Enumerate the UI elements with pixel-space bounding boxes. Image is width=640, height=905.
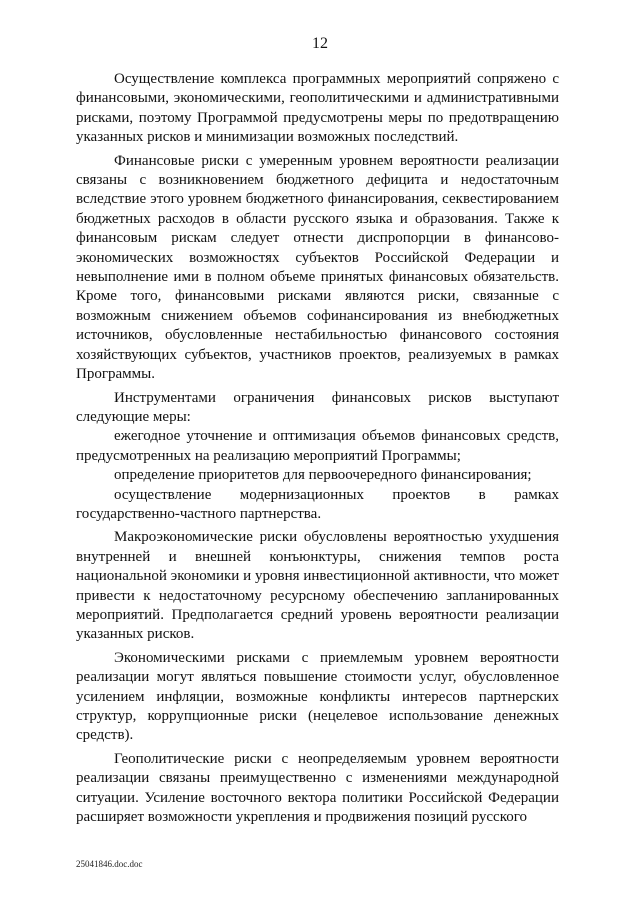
- list-item-priorities: определение приоритетов для первоочередного финансирования;: [114, 467, 532, 484]
- paragraph-macroeconomic-risks: Макроэкономические риски обусловлены вероятностью ухудшения внутренней и внешней конъюнктуры, снижения темпов роста национальной экономики и уровня инвестиционной активности, что может привести к недостаточному ресурсному обеспечению запланированных мероприятий. Предполагается средний уровень вероятности реализации указанных рисков.: [76, 529, 559, 643]
- document-body: [76, 70, 559, 831]
- list-item-annual-adjustment: ежегодное уточнение и оптимизация объемов финансовых средств, предусмотренных на реализацию мероприятий Программы;: [76, 428, 559, 464]
- footer-filename: 25041846.doc.doc: [76, 859, 143, 869]
- paragraph-economic-risks: Экономическими рисками с приемлемым уровнем вероятности реализации могут являться повышение стоимости услуг, обусловленное усилением инфляции, возможные конфликты интересов партнерских структур, коррупционные риски (нецелевое использование денежных средств).: [76, 649, 559, 744]
- page-number: 12: [312, 35, 328, 52]
- paragraph-geopolitical-risks: Геополитические риски с неопределяемым уровнем вероятности реализации связаны преимущественно с изменениями международной ситуации. Усиление восточного вектора политики Российской Федерации расширяет возможности укрепления и продвижения позиций русского: [76, 750, 559, 826]
- paragraph-intro: Осуществление комплекса программных мероприятий сопряжено с финансовыми, экономическими, геополитическими и административными рисками, поэтому Программой предусмотрены меры по предотвращению указанных рисков и минимизации возможных последствий.: [76, 71, 559, 146]
- list-item-modernization-projects: осуществление модернизационных проектов в рамках государственно-частного партнерства.: [76, 486, 559, 522]
- paragraph-financial-risks: Финансовые риски с умеренным уровнем вероятности реализации связаны с возникновением бюджетного дефицита и недостаточным вследствие этого уровнем бюджетного финансирования, секвестированием бюджетных расходов в области русского языка и образования. Также к финансовым рискам следует отнести диспропорции в финансово-экономических возможностях субъектов Российской Федерации и невыполнение ими в полном объеме принятых финансовых обязательств. Кроме того, финансовыми рисками являются риски, связанные с возможным снижением объемов софинансирования из внебюджетных источников, обусловленные нестабильностью финансового состояния хозяйствующих субъектов, участников проектов, реализуемых в рамках Программы.: [76, 152, 559, 383]
- paragraph-instruments-intro: Инструментами ограничения финансовых рисков выступают следующие меры:: [76, 389, 559, 425]
